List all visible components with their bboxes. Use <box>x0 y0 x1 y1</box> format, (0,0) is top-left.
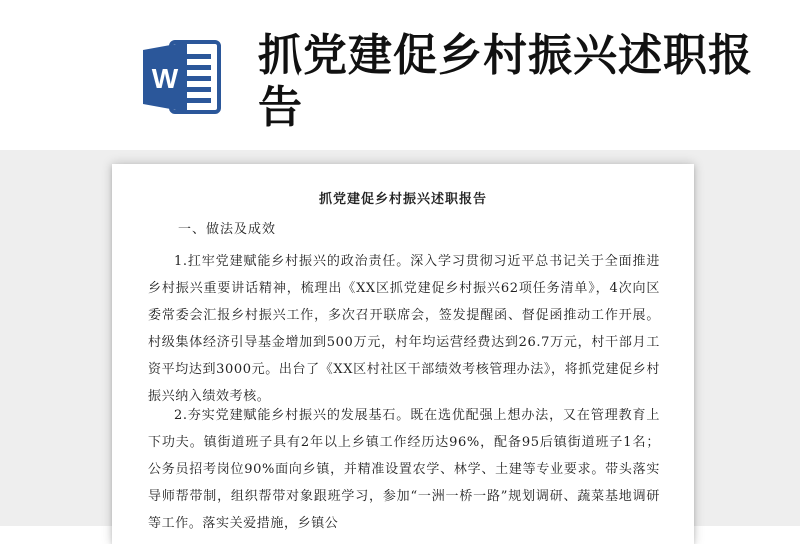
document-heading: 抓党建促乡村振兴述职报告 <box>258 30 753 133</box>
document-page <box>112 164 694 544</box>
page-title: 抓党建促乡村振兴述职报告 <box>318 192 487 207</box>
preview-header <box>0 0 800 150</box>
section-heading: 一、做法及成效 <box>178 222 277 237</box>
paragraph-2: 2.夯实党建赋能乡村振兴的发展基石。既在选优配强上想办法，又在管理教育上下功夫。镇街道班子具有2年以上乡镇工作经历达96%，配备95后镇街道班子1名；公务员招考岗位90%面向乡镇，并精准设置农学、林学、土建等专业要求。带头落实导师帮带制，组织帮带对象跟班学习，参加“一洲一桥一路”规划调研、蔬菜基地调研等工作。落实关爱措施，乡镇公 <box>148 408 660 531</box>
word-document-icon <box>141 36 223 118</box>
word-icon-letter: W <box>151 63 179 94</box>
paragraph-1: 1.扛牢党建赋能乡村振兴的政治责任。深入学习贯彻习近平总书记关于全面推进乡村振兴重要讲话精神，梳理出《XX区抓党建促乡村振兴62项任务清单》，4次向区委常委会汇报乡村振兴工作，多次召开联席会，签发提醒函、督促函推动工作开展。村级集体经济引导基金增加到500万元，村年均运营经费达到26.7万元，村干部月工资平均达到3000元。出台了《XX区村社区干部绩效考核管理办法》，将抓党建促乡村振兴纳入绩效考核。 <box>148 254 660 404</box>
